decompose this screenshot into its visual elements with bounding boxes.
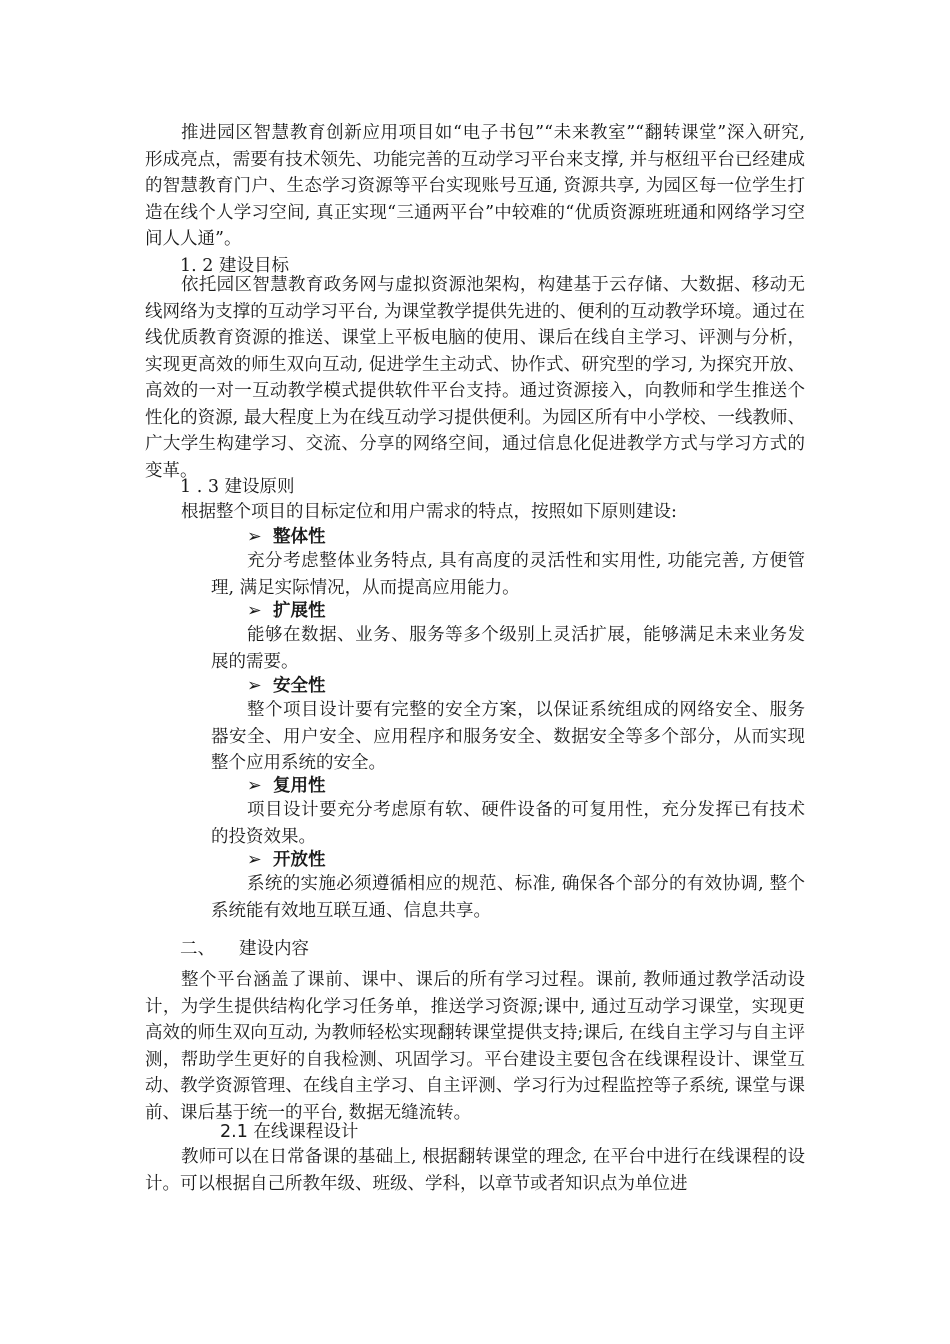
section-1-3-intro: 根据整个项目的目标定位和用户需求的特点，按照如下原则建设: [181, 502, 677, 522]
principle-text: 充分考虑整体业务特点, 具有高度的灵活性和实用性, 功能完善, 方便管理, 满足实际情况，从而提高应用能力。 [211, 551, 805, 598]
principle-title: ➢ 复用性 [247, 773, 326, 800]
section-2-number: 二、 [180, 939, 215, 959]
section-1-2-paragraph: 依托园区智慧教育政务网与虚拟资源池架构，构建基于云存储、大数据、移动无线网络为支撑的互动学习平台, 为课堂教学提供先进的、便利的互动教学环境。通过在线优质教育资源的推送、课堂上平板电脑的使用、课后在线自主学习、评测与分析，实现更高效的师生双向互动, 促进学生主动式、协作式、研究型的学习, 为探究开放、高效的一对一互动教学模式提供软件平台支持。通过资源接入，向教师和学生推送个性化的资源, 最大程度上为在线互动学习提供便利。为园区所有中小学校、一线教师、广大学生构建学习、交流、分享的网络空间，通过信息化促进教学方式与学习方式的变革。 [145, 275, 805, 481]
arrow-bullet-icon: ➢ [247, 850, 262, 870]
section-2-title: 建设内容 [239, 939, 309, 959]
section-2-paragraph: 整个平台涵盖了课前、课中、课后的所有学习过程。课前, 教师通过教学活动设计，为学生提供结构化学习任务单，推送学习资源;课中, 通过互动学习课堂，实现更高效的师生双向互动, 为教师轻松实现翻转课堂提供支持;课后, 在线自主学习与自主评测，帮助学生更好的自我检测、巩固学习。平台建设主要包含在线课程设计、课堂互动、教学资源管理、在线自主学习、自主评测、学习行为过程监控等子系统, 课堂与课前、课后基于统一的平台, 数据无缝流转。 [145, 970, 805, 1123]
arrow-bullet-icon: ➢ [247, 776, 262, 796]
section-2-1-paragraph: 教师可以在日常备课的基础上, 根据翻转课堂的理念, 在平台中进行在线课程的设计。可以根据自己所教年级、班级、学科，以章节或者知识点为单位进 [145, 1147, 805, 1194]
principle-title: ➢ 安全性 [247, 673, 326, 700]
principle-text: 能够在数据、业务、服务等多个级别上灵活扩展，能够满足未来业务发展的需要。 [211, 625, 805, 672]
principle-text: 整个项目设计要有完整的安全方案，以保证系统组成的网络安全、服务器安全、用户安全、应用程序和服务安全、数据安全等多个部分，从而实现整个应用系统的安全。 [211, 700, 805, 773]
principle-title: ➢ 扩展性 [247, 598, 326, 625]
section-1-2-heading: 1. 2 建设目标 [180, 256, 289, 276]
section-2-1-heading: 2.1 在线课程设计 [220, 1122, 359, 1142]
section-1-3-heading: 1 . 3 建设原则 [180, 477, 295, 497]
principle-title: ➢ 整体性 [247, 524, 326, 551]
principle-title: ➢ 开放性 [247, 847, 326, 874]
section-2-heading [180, 936, 309, 963]
principle-text: 项目设计要充分考虑原有软、硬件设备的可复用性，充分发挥已有技术的投资效果。 [211, 800, 805, 847]
arrow-bullet-icon: ➢ [247, 527, 262, 547]
arrow-bullet-icon: ➢ [247, 601, 262, 621]
arrow-bullet-icon: ➢ [247, 676, 262, 696]
intro-paragraph: 推进园区智慧教育创新应用项目如“电子书包”“未来教室”“翻转课堂”深入研究, 形成亮点，需要有技术领先、功能完善的互动学习平台来支撑, 并与枢纽平台已经建成的智慧教育门户、生态学习资源等平台实现账号互通, 资源共享, 为园区每一位学生打造在线个人学习空间, 真正实现“三通两平台”中较难的“优质资源班班通和网络学习空间人人通”。 [145, 123, 805, 249]
principle-text: 系统的实施必须遵循相应的规范、标准, 确保各个部分的有效协调, 整个系统能有效地互联互通、信息共享。 [211, 874, 805, 921]
